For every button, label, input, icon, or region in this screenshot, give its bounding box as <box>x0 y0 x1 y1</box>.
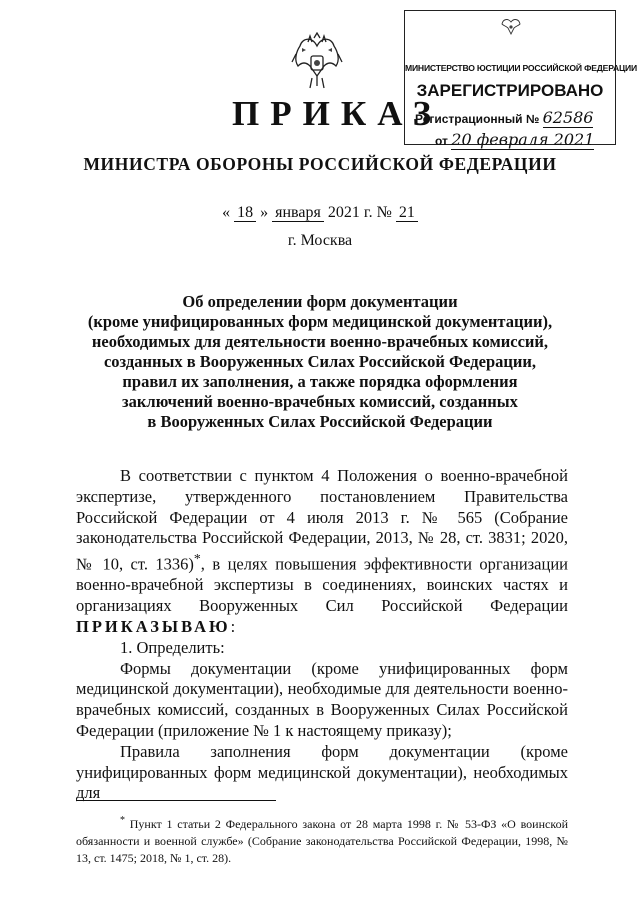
title-line: правил их заполнения, а также порядка оформления <box>122 372 518 391</box>
city: г. Москва <box>287 232 353 249</box>
title-line: в Вооруженных Силах Российской Федерации <box>147 412 493 431</box>
footnote-mark: * <box>120 815 125 826</box>
p1-colon: : <box>230 617 236 637</box>
footnote <box>76 812 568 867</box>
body-paragraph-1 <box>76 466 568 638</box>
title-line: созданных в Вооруженных Силах Российской Федерации, <box>103 352 537 371</box>
title-line: (кроме унифицированных форм медицинской документации), <box>87 312 553 331</box>
number-sign: № <box>376 204 392 221</box>
stamp-registered: ЗАРЕГИСТРИРОВАНО <box>416 81 604 100</box>
p1-text: В соответствии с пунктом 4 Положения о военно-врачебной экспертизе, утвержденного постановлением Правительства Российской Федерации от 4 июля 2013 г. № 565 (Собрание законодательства Российской Федерации, 2013, № 28, ст. 3831; 2020, № 10, ст. 1336) <box>76 466 568 574</box>
order-day: 18 <box>234 204 256 222</box>
date-open-quote: « <box>222 204 231 221</box>
document-type: ПРИКАЗ <box>232 94 443 133</box>
title-line: необходимых для деятельности военно-врачебных комиссий, <box>91 332 549 351</box>
date-close-quote: » <box>260 204 269 221</box>
stamp-date-label: от <box>435 134 448 148</box>
order-month: января <box>272 204 324 222</box>
order-date-number <box>0 204 640 222</box>
title-line: заключений военно-врачебных комиссий, созданных <box>122 392 518 411</box>
order-year: 2021 г. <box>327 204 373 221</box>
stamp-ministry: МИНИСТЕРСТВО ЮСТИЦИИ РОССИЙСКОЙ ФЕДЕРАЦИИ <box>405 63 638 73</box>
stamp-eagle-icon <box>500 17 522 37</box>
title-line: Об определении форм документации <box>182 292 458 311</box>
stamp-reg-label: Регистрационный № <box>415 112 540 126</box>
stamp-date-row <box>435 130 594 150</box>
issuer: МИНИСТРА ОБОРОНЫ РОССИЙСКОЙ ФЕДЕРАЦИИ <box>83 154 557 174</box>
stamp-date-value: 20 февраля 2021 <box>451 130 595 149</box>
body-paragraph-2: 1. Определить: <box>120 637 225 657</box>
body-paragraph-4: Правила заполнения форм документации (кроме унифицированных форм медицинской документации), необходимых для <box>76 741 568 803</box>
footnote-text: Пункт 1 статьи 2 Федерального закона от 28 марта 1998 г. № 53-ФЗ «О воинской обязанности и военной службе» (Собрание законодательства Российской Федерации, 1998, № 13, ст. 1475; 2018, № 1, ст. 28). <box>76 817 568 865</box>
body-paragraph-3: Формы документации (кроме унифицированных форм медицинской документации), необходимые для деятельности военно-врачебных комиссий, созданных в Вооруженных Силах Российской Федерации (приложение № 1 к настоящему приказу); <box>76 658 568 741</box>
document-title <box>70 292 570 432</box>
p1-text-2: , в целях повышения эффективности организации военно-врачебной экспертизы в соединениях, воинских частях и организациях Вооруженных Сил Российской Федерации <box>76 554 569 616</box>
footnote-ref: * <box>193 551 201 567</box>
order-word: ПРИКАЗЫВАЮ <box>76 617 231 637</box>
document-body <box>76 466 568 804</box>
footnote-divider <box>76 800 276 801</box>
stamp-reg-number: 62586 <box>542 108 594 127</box>
order-number: 21 <box>396 204 418 222</box>
coat-of-arms-icon <box>290 32 344 90</box>
